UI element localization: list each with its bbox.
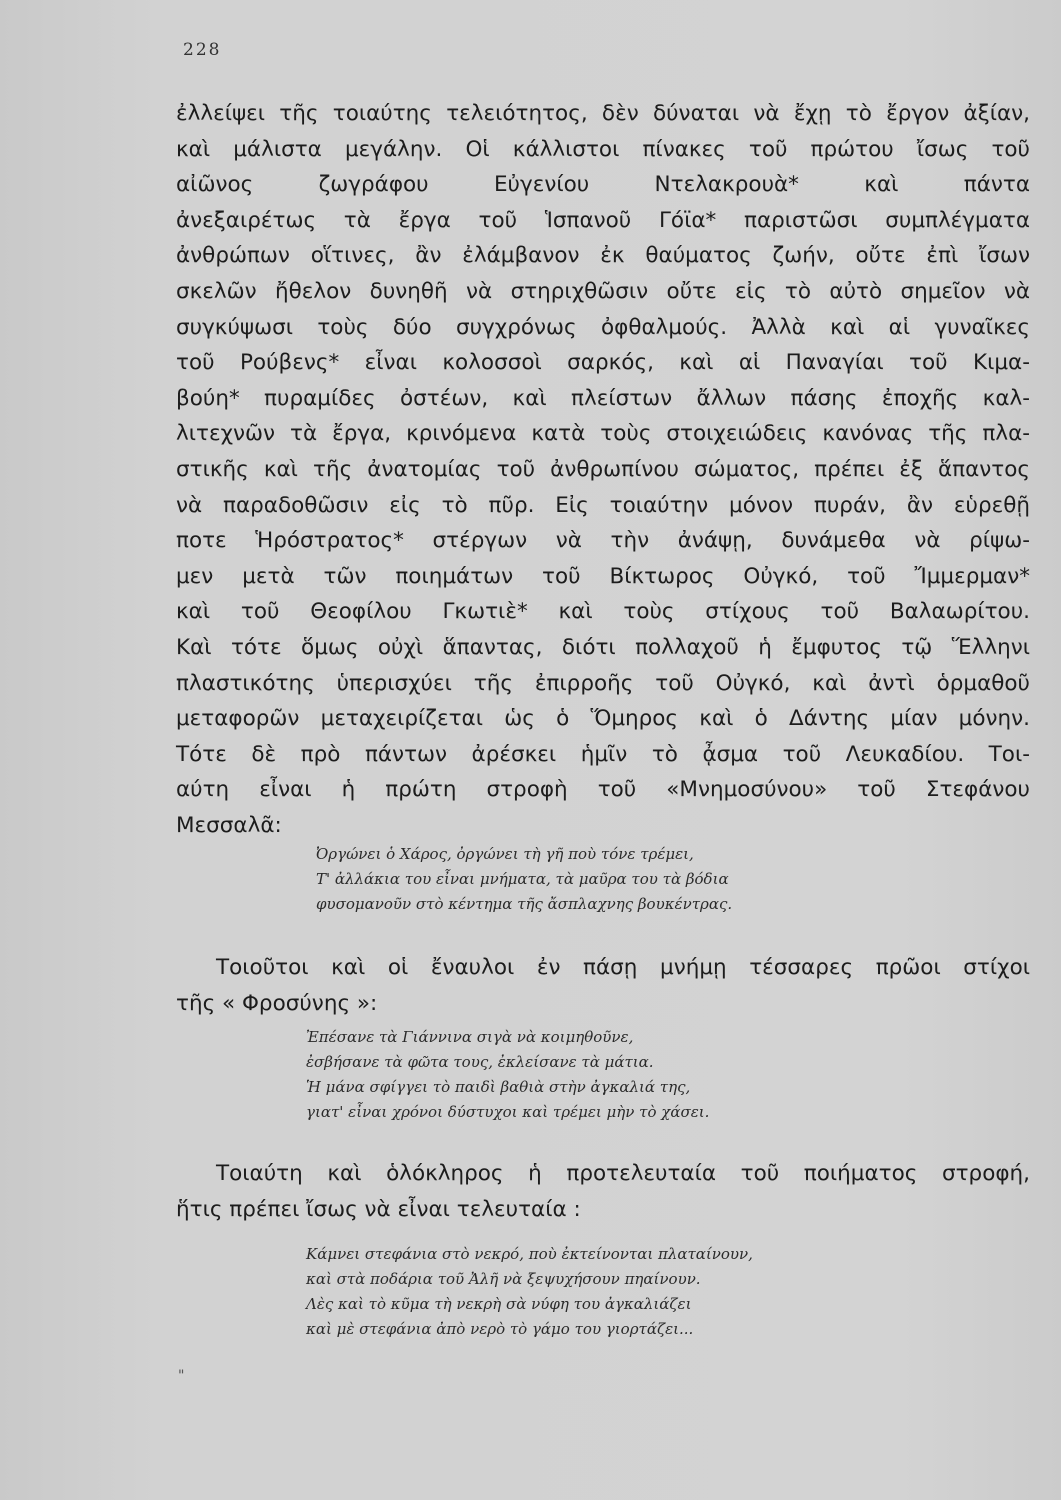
poem-line: γιατ' εἶναι χρόνοι δύστυχοι καὶ τρέμει μὴν τὸ χάσει. bbox=[306, 1103, 710, 1121]
text-line: ἥτις πρέπει ἴσως νὰ εἶναι τελευταία : bbox=[176, 1196, 581, 1222]
text-line: ἀνθρώπων οἵτινες, ἂν ἐλάμβανον ἐκ θαύματος ζωήν, οὔτε ἐπὶ ἴσων bbox=[176, 243, 1030, 269]
text-line: αἰῶνος ζωγράφου Εὐγενίου Ντελακρουὰ* καὶ πάντα bbox=[176, 172, 1030, 198]
text-line: ἀνεξαιρέτως τὰ ἔργα τοῦ Ἱσπανοῦ Γόϊα* παριστῶσι συμπλέγματα bbox=[176, 207, 1030, 233]
text-line: Τοιαύτη καὶ ὁλόκληρος ἡ προτελευταία τοῦ ποιήματος στροφή, bbox=[216, 1161, 1030, 1186]
poem-line: φυσομανοῦν στὸ κέντημα τῆς ἄσπλαχνης βουκέντρας. bbox=[316, 895, 733, 913]
text-line: τῆς « Φροσύνης »: bbox=[176, 990, 378, 1016]
text-line: σκελῶν ἤθελον δυνηθῆ νὰ στηριχθῶσιν οὔτε εἰς τὸ αὐτὸ σημεῖον νὰ bbox=[176, 278, 1030, 304]
poem-quote-stanza bbox=[306, 1242, 753, 1342]
text-line: βούη* πυραμίδες ὀστέων, καὶ πλείστων ἄλλων πάσης ἐποχῆς καλ- bbox=[176, 385, 1030, 411]
text-line: Καὶ τότε ὅμως οὐχὶ ἅπαντας, διότι πολλαχοῦ ἡ ἔμφυτος τῷ Ἕλληνι bbox=[176, 634, 1030, 660]
poem-line: Κάμνει στεφάνια στὸ νεκρό, ποὺ ἐκτείνονται πλαταίνουν, bbox=[306, 1245, 753, 1263]
poem-line: Ὀργώνει ὁ Χάρος, ὀργώνει τὴ γῆ ποὺ τόνε τρέμει, bbox=[316, 845, 694, 863]
poem-line: καὶ στὰ ποδάρια τοῦ Ἀλῆ νὰ ξεψυχήσουν πηαίνουν. bbox=[306, 1270, 701, 1288]
poem-line: καὶ μὲ στεφάνια ἀπὸ νερὸ τὸ γάμο του γιορτάζει... bbox=[306, 1320, 694, 1338]
text-line: Τότε δὲ πρὸ πάντων ἀρέσκει ἡμῖν τὸ ᾆσμα τοῦ Λευκαδίου. Τοι- bbox=[176, 741, 1030, 767]
text-line: αύτη εἶναι ἡ πρώτη στροφὴ τοῦ «Μνημοσύνου» τοῦ Στεφάνου bbox=[176, 777, 1030, 803]
poem-line: Ἡ μάνα σφίγγει τὸ παιδὶ βαθιὰ στὴν ἀγκαλιά της, bbox=[306, 1078, 691, 1096]
text-line: καὶ τοῦ Θεοφίλου Γκωτιὲ* καὶ τοὺς στίχους τοῦ Βαλαωρίτου. bbox=[176, 599, 1030, 625]
poem-line: ἐσβήσανε τὰ φῶτα τους, ἐκλείσανε τὰ μάτια. bbox=[306, 1053, 654, 1071]
text-line: ποτε Ἡρόστρατος* στέργων νὰ τὴν ἀνάψῃ, δυνάμεθα νὰ ρίψω- bbox=[176, 528, 1030, 554]
poem-quote-mnimosyno bbox=[316, 842, 732, 917]
text-line: μεταφορῶν μεταχειρίζεται ὡς ὁ Ὅμηρος καὶ ὁ Δάντης μίαν μόνην. bbox=[176, 706, 1030, 732]
text-line: Μεσσαλᾶ: bbox=[176, 812, 282, 838]
poem-line: Ἐπέσανε τὰ Γιάννινα σιγὰ νὰ κοιμηθοῦνε, bbox=[306, 1028, 634, 1046]
poem-quote-frosyni bbox=[306, 1025, 709, 1125]
text-line: τοῦ Ρούβενς* εἶναι κολοσσοὶ σαρκός, καὶ αἱ Παναγίαι τοῦ Κιμα- bbox=[176, 350, 1030, 376]
poem-line: Τ' ἀλλάκια του εἶναι μνήματα, τὰ μαῦρα του τὰ βόδια bbox=[316, 870, 729, 888]
paragraph-frosyni bbox=[176, 950, 1030, 1021]
paragraph-main bbox=[176, 96, 1030, 843]
text-line: μεν μετὰ τῶν ποιημάτων τοῦ Βίκτωρος Οὐγκό, τοῦ Ἴμμερμαν* bbox=[176, 563, 1030, 589]
text-line: συγκύψωσι τοὺς δύο συγχρόνως ὀφθαλμούς. Ἀλλὰ καὶ αἱ γυναῖκες bbox=[176, 314, 1030, 340]
stray-mark: " bbox=[178, 1368, 185, 1384]
text-line: καὶ μάλιστα μεγάλην. Οἱ κάλλιστοι πίνακες τοῦ πρώτου ἴσως τοῦ bbox=[176, 136, 1030, 162]
paragraph-stanza bbox=[176, 1156, 1030, 1227]
text-line: στικῆς καὶ τῆς ἀνατομίας τοῦ ἀνθρωπίνου σώματος, πρέπει ἐξ ἅπαντος bbox=[176, 456, 1030, 482]
poem-line: Λὲς καὶ τὸ κῦμα τὴ νεκρὴ σὰ νύφη του ἀγκαλιάζει bbox=[306, 1295, 692, 1313]
text-line: ἐλλείψει τῆς τοιαύτης τελειότητος, δὲν δύναται νὰ ἔχῃ τὸ ἔργον ἀξίαν, bbox=[176, 101, 1030, 126]
text-line: πλαστικότης ὑπερισχύει τῆς ἐπιρροῆς τοῦ Οὐγκό, καὶ ἀντὶ ὁρμαθοῦ bbox=[176, 670, 1030, 696]
text-line: νὰ παραδοθῶσιν εἰς τὸ πῦρ. Εἰς τοιαύτην μόνον πυράν, ἂν εὑρεθῇ bbox=[176, 492, 1030, 518]
text-line: Τοιοῦτοι καὶ οἱ ἔναυλοι ἐν πάσῃ μνήμῃ τέσσαρες πρῶοι στίχοι bbox=[216, 955, 1030, 980]
page-number: 228 bbox=[183, 40, 222, 60]
text-line: λιτεχνῶν τὰ ἔργα, κρινόμενα κατὰ τοὺς στοιχειώδεις κανόνας τῆς πλα- bbox=[176, 421, 1030, 447]
